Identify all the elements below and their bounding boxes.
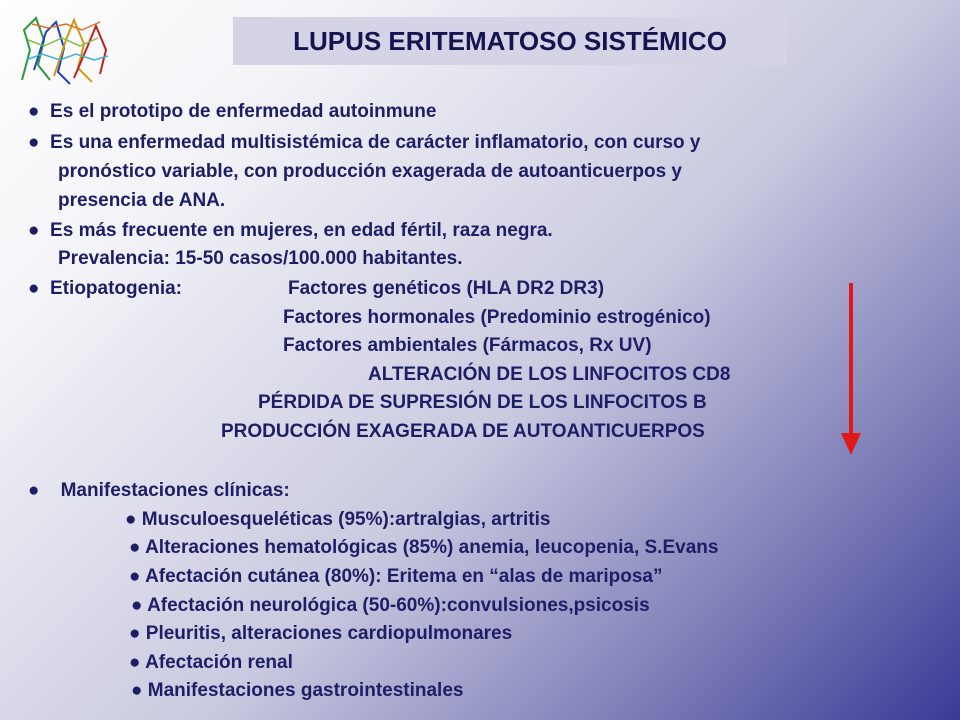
bullet-line xyxy=(129,565,662,589)
bullet-line xyxy=(131,679,463,703)
text-line: ALTERACIÓN DE LOS LINFOCITOS CD8 xyxy=(368,364,731,385)
line-text: Es una enfermedad multisistémica de carácter inflamatorio, con curso y xyxy=(50,132,701,153)
text-line: PÉRDIDA DE SUPRESIÓN DE LOS LINFOCITOS B xyxy=(258,392,707,413)
line-text: Pleuritis, alteraciones cardiopulmonares xyxy=(145,623,513,644)
bullet-icon: ● xyxy=(131,680,143,701)
line-text: Es el prototipo de enfermedad autoinmune xyxy=(50,101,437,122)
title-box xyxy=(233,17,787,65)
line-text: Afectación cutánea (80%): Eritema en “alas de mariposa” xyxy=(145,566,663,587)
bullet-icon: ● xyxy=(129,537,141,558)
bullet-icon: ● xyxy=(28,480,40,501)
line-text: Manifestaciones gastrointestinales xyxy=(147,680,464,701)
line-text: Es más frecuente en mujeres, en edad fértil, raza negra. xyxy=(50,220,553,241)
bullet-icon: ● xyxy=(28,220,40,241)
bullet-icon: ● xyxy=(28,132,40,153)
bullet-icon: ● xyxy=(129,652,141,673)
bullet-icon: ● xyxy=(131,595,143,616)
line-text: Afectación renal xyxy=(145,652,293,673)
text-line: PRODUCCIÓN EXAGERADA DE AUTOANTICUERPOS xyxy=(221,421,705,442)
bullet-line xyxy=(129,651,293,675)
line-text: Alteraciones hematológicas (85%) anemia, leucopenia, S.Evans xyxy=(145,537,719,558)
bullet-line xyxy=(125,508,550,532)
bullet-line xyxy=(129,536,718,560)
line-text: Etiopatogenia: xyxy=(50,278,182,299)
bullet-line xyxy=(28,277,182,301)
bullet-line xyxy=(28,479,290,503)
bullet-line xyxy=(28,131,701,155)
bullet-line xyxy=(131,594,650,618)
bullet-line xyxy=(28,100,436,124)
bullet-icon: ● xyxy=(129,566,141,587)
text-line: pronóstico variable, con producción exagerada de autoanticuerpos y xyxy=(58,161,682,182)
line-text: Afectación neurológica (50-60%):convulsiones,psicosis xyxy=(147,595,650,616)
line-text: Musculoesqueléticas (95%):artralgias, artritis xyxy=(141,509,551,530)
text-line: presencia de ANA. xyxy=(58,190,226,211)
protein-structure-icon xyxy=(14,10,114,90)
bullet-line xyxy=(129,622,512,646)
text-line: Factores hormonales (Predominio estrogénico) xyxy=(283,307,711,328)
text-line: Factores ambientales (Fármacos, Rx UV) xyxy=(283,335,652,356)
bullet-icon: ● xyxy=(129,623,141,644)
page-title: LUPUS ERITEMATOSO SISTÉMICO xyxy=(293,26,727,56)
text-line: Factores genéticos (HLA DR2 DR3) xyxy=(288,278,605,299)
down-arrow-icon xyxy=(838,283,864,455)
bullet-line xyxy=(28,219,553,243)
line-text: Manifestaciones clínicas: xyxy=(60,480,290,501)
bullet-icon: ● xyxy=(28,101,40,122)
bullet-icon: ● xyxy=(125,509,137,530)
text-line: Prevalencia: 15-50 casos/100.000 habitantes. xyxy=(58,248,463,269)
bullet-icon: ● xyxy=(28,278,40,299)
